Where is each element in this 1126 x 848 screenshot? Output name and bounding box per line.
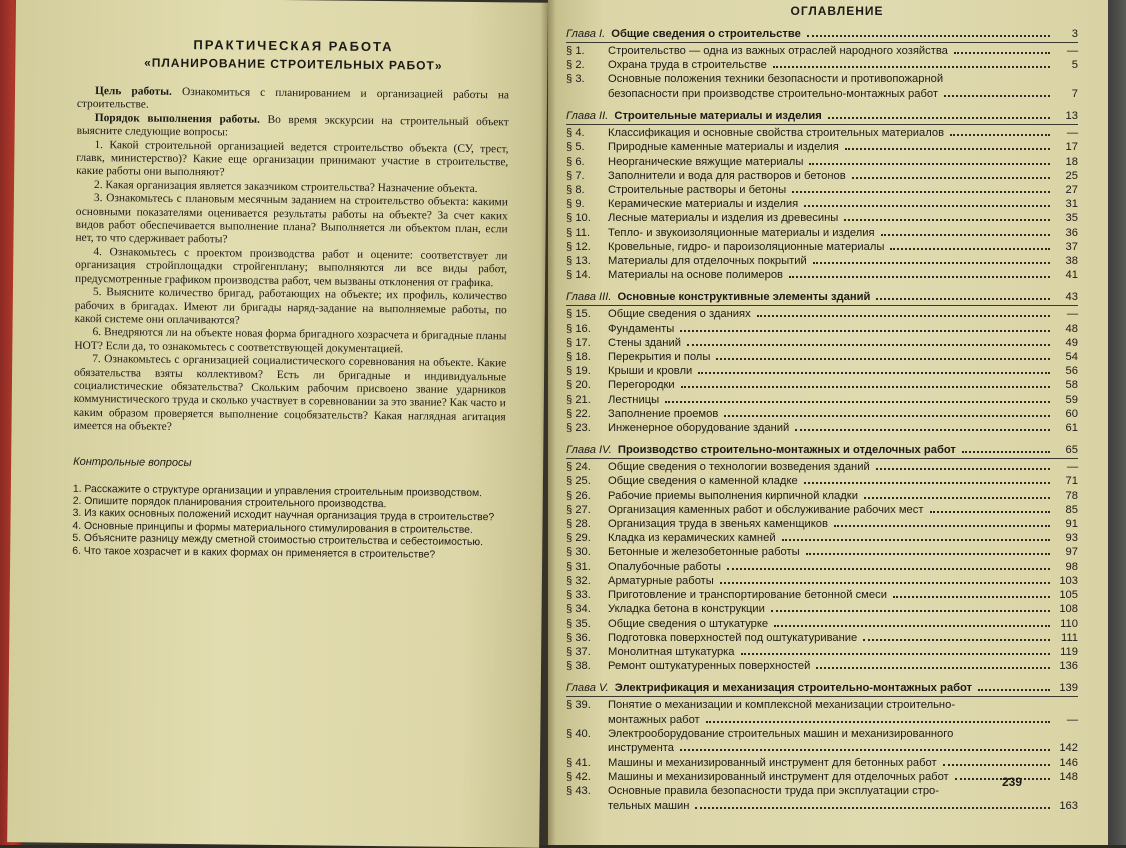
section-page: — bbox=[1066, 127, 1078, 140]
dot-leader bbox=[881, 234, 1050, 236]
dot-leader bbox=[852, 177, 1050, 179]
dot-leader bbox=[954, 52, 1050, 54]
section-page: 38 bbox=[1065, 255, 1078, 268]
section-page: 35 bbox=[1065, 212, 1078, 225]
toc-chapter-row bbox=[566, 110, 1078, 122]
toc-section-row bbox=[566, 756, 1078, 770]
chapter-rule bbox=[566, 42, 1078, 43]
section-page: 41 bbox=[1065, 269, 1078, 282]
section-number: § 5. bbox=[566, 141, 585, 154]
dot-leader bbox=[720, 582, 1050, 584]
toc-section-row bbox=[566, 631, 1078, 645]
dot-leader bbox=[978, 689, 1050, 691]
section-number: § 22. bbox=[566, 407, 591, 420]
toc-chapter-row bbox=[566, 682, 1078, 694]
toc-section-row bbox=[566, 393, 1078, 407]
section-number: § 16. bbox=[566, 322, 591, 335]
toc-section-row bbox=[566, 268, 1078, 282]
toc-section-row bbox=[566, 421, 1078, 435]
section-number: § 43. bbox=[566, 785, 591, 798]
step-paragraph: 4. Ознакомьтесь с проектом производства работ и оцените: соответствует ли организация стройплощадки стройгенплану; выполняются ли все виды работ, предусмотренные графиком производства работ, чем вызваны отклонения от графика. bbox=[75, 245, 508, 289]
section-page: 97 bbox=[1065, 546, 1078, 559]
section-title: Тепло- и звукоизоляционные материалы и изделия bbox=[608, 226, 875, 239]
section-title: Общие сведения о технологии возведения зданий bbox=[608, 461, 870, 474]
toc-section-row bbox=[566, 602, 1078, 616]
question-item: 4. Основные принципы и формы материального стимулирования в строительстве. bbox=[72, 520, 473, 536]
section-title: Материалы для отделочных покрытий bbox=[608, 255, 807, 268]
chapter-page: 139 bbox=[1059, 682, 1078, 695]
dot-leader bbox=[834, 525, 1050, 527]
section-title-continuation: монтажных работ bbox=[608, 713, 700, 726]
steps-list bbox=[73, 138, 508, 437]
page-number: 239 bbox=[1001, 775, 1022, 789]
section-title: Кровельные, гидро- и пароизоляционные материалы bbox=[608, 240, 885, 253]
section-title: Машины и механизированный инструмент для бетонных работ bbox=[608, 756, 937, 769]
section-number: § 30. bbox=[566, 546, 591, 559]
section-number: § 17. bbox=[566, 336, 591, 349]
toc-section-row bbox=[566, 727, 1078, 741]
section-title: Организация труда в звеньях каменщиков bbox=[608, 518, 828, 531]
toc-section-row bbox=[566, 560, 1078, 574]
section-title: Монолитная штукатурка bbox=[608, 645, 735, 658]
section-page: 136 bbox=[1059, 660, 1078, 673]
section-title: Охрана труда в строительстве bbox=[608, 59, 767, 72]
section-page: 85 bbox=[1065, 503, 1078, 516]
section-page: 31 bbox=[1065, 198, 1078, 211]
section-number: § 34. bbox=[566, 603, 591, 616]
dot-leader bbox=[806, 553, 1050, 555]
question-item: 2. Опишите порядок планирования строительного производства. bbox=[72, 495, 387, 511]
dot-leader bbox=[890, 248, 1050, 250]
dot-leader bbox=[944, 95, 1050, 97]
section-title: Заполнение проемов bbox=[608, 407, 719, 420]
section-number: § 13. bbox=[566, 255, 591, 268]
dot-leader bbox=[716, 358, 1050, 360]
chapter-page: 3 bbox=[1071, 28, 1078, 40]
section-title: Общие сведения о зданиях bbox=[608, 308, 751, 321]
section-number: § 9. bbox=[566, 198, 585, 211]
section-page: 61 bbox=[1065, 422, 1078, 435]
dot-leader bbox=[876, 298, 1050, 300]
toc-section-row bbox=[566, 183, 1078, 197]
toc-section-continuation-row bbox=[566, 713, 1078, 728]
section-page: 110 bbox=[1060, 617, 1078, 630]
section-page: — bbox=[1066, 308, 1078, 321]
section-page: 93 bbox=[1065, 532, 1078, 545]
section-title: Бетонные и железобетонные работы bbox=[608, 546, 800, 559]
section-page: 49 bbox=[1065, 336, 1078, 349]
section-title: Керамические материалы и изделия bbox=[608, 198, 799, 211]
section-title: Общие сведения о штукатурке bbox=[608, 617, 769, 630]
dot-leader bbox=[893, 596, 1050, 598]
section-title: Рабочие приемы выполнения кирпичной кладки bbox=[608, 489, 858, 502]
dot-leader bbox=[695, 807, 1050, 809]
section-number: § 33. bbox=[566, 589, 591, 602]
step-paragraph: 6. Внедряются ли на объекте новая форма бригадного хозрасчета и бригадные планы НОТ? Если да, то ознакомьтесь с соответствующей документацией. bbox=[74, 326, 507, 356]
dot-leader bbox=[773, 66, 1050, 68]
toc-section-row bbox=[566, 517, 1078, 531]
section-page: — bbox=[1066, 45, 1078, 57]
section-title: Классификация и основные свойства строительных материалов bbox=[608, 127, 945, 140]
section-page: 111 bbox=[1060, 631, 1078, 644]
section-number: § 1. bbox=[566, 45, 585, 57]
section-number: § 19. bbox=[566, 365, 591, 378]
section-title: Неорганические вяжущие материалы bbox=[608, 155, 804, 168]
toc-section-row bbox=[566, 350, 1078, 364]
question-item: 6. Что такое хозрасчет и в каких формах он применяется в строительстве? bbox=[72, 545, 436, 561]
toc-section-row bbox=[566, 407, 1078, 421]
section-title: Строительство — одна из важных отраслей народного хозяйства bbox=[608, 45, 948, 57]
section-title: Перекрытия и полы bbox=[608, 351, 711, 364]
section-page: 119 bbox=[1060, 645, 1078, 658]
left-page bbox=[7, 0, 548, 848]
toc-chapter-row bbox=[566, 291, 1078, 303]
section-page: 27 bbox=[1065, 184, 1078, 197]
book-cover-edge-right bbox=[1106, 0, 1126, 845]
dot-leader bbox=[665, 401, 1050, 403]
section-title: Фундаменты bbox=[608, 322, 675, 335]
section-page: 146 bbox=[1059, 756, 1078, 769]
practical-work-subtitle: «ПЛАНИРОВАНИЕ СТРОИТЕЛЬНЫХ РАБОТ» bbox=[144, 55, 443, 73]
section-number: § 41. bbox=[566, 756, 591, 769]
toc-section-row bbox=[566, 240, 1078, 254]
section-page: 48 bbox=[1065, 322, 1078, 335]
section-number: § 26. bbox=[566, 489, 591, 502]
section-number: § 28. bbox=[566, 518, 591, 531]
section-title: Заполнители и вода для растворов и бетонов bbox=[608, 169, 846, 182]
toc-section-row bbox=[566, 574, 1078, 588]
section-page: 98 bbox=[1065, 560, 1078, 573]
toc-section-row bbox=[566, 140, 1078, 154]
dot-leader bbox=[757, 315, 1050, 317]
section-number: § 11. bbox=[566, 226, 591, 239]
dot-leader bbox=[804, 482, 1050, 484]
dot-leader bbox=[804, 205, 1050, 207]
section-page: 105 bbox=[1059, 589, 1078, 602]
chapter-rule bbox=[566, 458, 1078, 459]
step-paragraph: 7. Ознакомьтесь с организацией социалистического соревнования на объекте. Какие обязательства взяты коллективом? Есть ли бригадные и индивидуальные социалистические обязательства? Скольким рабочим присвоено звание ударников коммунистического труда и сколько участвует в соревновании за это звание? Как часто и каким образом проверяется выполнение соцобязательств? Какая наглядная агитация имеется на объекте? bbox=[73, 353, 507, 434]
section-number: § 40. bbox=[566, 728, 591, 741]
goal-text: Ознакомиться с планированием и организацией работы на строительстве. bbox=[76, 85, 510, 112]
section-page: 36 bbox=[1065, 226, 1078, 239]
section-number: § 21. bbox=[566, 393, 591, 406]
chapter-title: Строительные материалы и изделия bbox=[614, 110, 822, 123]
step-paragraph: 1. Какой строительной организацией ведется строительство объекта (СУ, трест, главк, министерство)? Какие еще организации принимают участие в строительстве, какие работы они выполняют? bbox=[76, 138, 509, 179]
toc-section-row bbox=[566, 169, 1078, 183]
dot-leader bbox=[795, 429, 1050, 431]
section-title: Лестницы bbox=[608, 393, 660, 406]
step-paragraph: 2. Какая организация является заказчиком строительства? Назначение объекта. bbox=[93, 178, 478, 195]
section-title: Укладка бетона в конструкции bbox=[608, 603, 765, 616]
toc-section-row bbox=[566, 211, 1078, 225]
dot-leader bbox=[680, 330, 1050, 332]
chapter-label: Глава I. bbox=[566, 28, 606, 40]
section-page: 37 bbox=[1065, 240, 1078, 253]
dot-leader bbox=[687, 344, 1050, 346]
chapter-label: Глава IV. bbox=[566, 444, 612, 457]
chapter-rule bbox=[566, 305, 1078, 306]
toc-section-continuation-row bbox=[566, 87, 1078, 102]
section-title: Строительные растворы и бетоны bbox=[608, 184, 787, 197]
toc-section-row bbox=[566, 364, 1078, 378]
section-number: § 29. bbox=[566, 532, 591, 545]
toc-section-row bbox=[566, 307, 1078, 321]
section-title: Кладка из керамических камней bbox=[608, 532, 776, 545]
dot-leader bbox=[943, 764, 1050, 766]
chapter-title: Основные конструктивные элементы зданий bbox=[617, 291, 871, 304]
toc-section-row bbox=[566, 126, 1078, 140]
section-number: § 20. bbox=[566, 379, 591, 392]
section-title: Арматурные работы bbox=[608, 574, 714, 587]
dot-leader bbox=[844, 219, 1050, 221]
section-title: Перегородки bbox=[608, 379, 675, 392]
section-number: § 8. bbox=[566, 184, 585, 197]
section-title: Общие сведения о каменной кладке bbox=[608, 475, 798, 488]
toc-section-row bbox=[566, 322, 1078, 336]
toc-section-row bbox=[566, 617, 1078, 631]
toc-section-row bbox=[566, 698, 1078, 712]
dot-leader bbox=[876, 468, 1050, 470]
section-title: Понятие о механизации и комплексной механизации строительно- bbox=[608, 699, 956, 712]
dot-leader bbox=[792, 191, 1050, 193]
toc-section-row bbox=[566, 378, 1078, 392]
section-number: § 25. bbox=[566, 475, 591, 488]
right-page bbox=[548, 0, 1108, 845]
section-page: 78 bbox=[1065, 489, 1078, 502]
toc-section-row bbox=[566, 531, 1078, 545]
section-page: 103 bbox=[1059, 574, 1078, 587]
section-page: 148 bbox=[1059, 771, 1078, 784]
section-page: 142 bbox=[1059, 742, 1078, 755]
toc-section-row bbox=[566, 197, 1078, 211]
questions-list bbox=[72, 483, 505, 562]
step-paragraph: 3. Ознакомьтесь с плановым месячным заданием на строительство объекта: какими основными показателями оценивается результаты работы на объекте? За счет каких видов работ обеспечивается выполнение плана? Выполняется ли объектом план, если нет, то что сдерживает работы? bbox=[75, 192, 508, 246]
question-item: 5. Объясните разницу между сметной стоимостью строительства и себестоимостью. bbox=[72, 533, 484, 549]
section-title: Материалы на основе полимеров bbox=[608, 269, 783, 282]
section-title-continuation: тельных машин bbox=[608, 799, 690, 812]
table-of-contents bbox=[566, 28, 1078, 813]
section-number: § 37. bbox=[566, 645, 591, 658]
section-number: § 14. bbox=[566, 269, 591, 282]
toc-section-row bbox=[566, 503, 1078, 517]
dot-leader bbox=[771, 610, 1050, 612]
dot-leader bbox=[816, 667, 1050, 669]
section-page: 163 bbox=[1059, 799, 1078, 812]
section-title: Подготовка поверхностей под оштукатуривание bbox=[608, 631, 858, 644]
toc-section-row bbox=[566, 588, 1078, 602]
chapter-title: Общие сведения о строительстве bbox=[611, 28, 801, 40]
dot-leader bbox=[807, 35, 1050, 37]
toc-chapter-row bbox=[566, 444, 1078, 456]
toc-section-row bbox=[566, 72, 1078, 86]
section-number: § 39. bbox=[566, 699, 591, 712]
section-number: § 24. bbox=[566, 461, 591, 474]
section-number: § 35. bbox=[566, 617, 591, 630]
section-page: 56 bbox=[1065, 365, 1078, 378]
toc-section-row bbox=[566, 155, 1078, 169]
section-page: 60 bbox=[1065, 407, 1078, 420]
section-title: Природные каменные материалы и изделия bbox=[608, 141, 839, 154]
questions-heading: Контрольные вопросы bbox=[73, 455, 192, 469]
section-page: 59 bbox=[1065, 393, 1078, 406]
section-title: Лесные материалы и изделия из древесины bbox=[608, 212, 839, 225]
section-title: Машины и механизированный инструмент для отделочных работ bbox=[608, 771, 949, 784]
toc-section-row bbox=[566, 44, 1078, 58]
dot-leader bbox=[864, 497, 1050, 499]
section-title: Ремонт оштукатуренных поверхностей bbox=[608, 660, 811, 673]
section-title-continuation: инструмента bbox=[608, 742, 675, 755]
chapter-page: 65 bbox=[1065, 444, 1078, 457]
section-number: § 2. bbox=[566, 59, 585, 72]
dot-leader bbox=[706, 721, 1050, 723]
section-page: 71 bbox=[1065, 475, 1078, 488]
toc-chapter-row bbox=[566, 28, 1078, 40]
toc-section-row bbox=[566, 226, 1078, 240]
section-page: 54 bbox=[1065, 351, 1078, 364]
toc-section-row bbox=[566, 336, 1078, 350]
dot-leader bbox=[774, 625, 1050, 627]
section-title: Инженерное оборудование зданий bbox=[608, 422, 790, 435]
chapter-page: 43 bbox=[1065, 291, 1078, 304]
section-number: § 6. bbox=[566, 155, 585, 168]
section-number: § 32. bbox=[566, 574, 591, 587]
dot-leader bbox=[962, 451, 1050, 453]
section-page: 7 bbox=[1071, 87, 1078, 100]
dot-leader bbox=[727, 568, 1050, 570]
section-number: § 38. bbox=[566, 660, 591, 673]
section-title: Крыши и кровли bbox=[608, 365, 693, 378]
section-number: § 12. bbox=[566, 240, 591, 253]
section-title: Основные положения техники безопасности и противопожарной bbox=[608, 73, 944, 86]
dot-leader bbox=[950, 134, 1050, 136]
section-page: 5 bbox=[1071, 59, 1078, 72]
section-title: Основные правила безопасности труда при эксплуатации стро- bbox=[608, 785, 939, 798]
dot-leader bbox=[789, 276, 1050, 278]
section-title: Организация каменных работ и обслуживание рабочих мест bbox=[608, 503, 924, 516]
toc-section-row bbox=[566, 474, 1078, 488]
section-page: 18 bbox=[1065, 155, 1078, 168]
dot-leader bbox=[741, 653, 1050, 655]
section-number: § 15. bbox=[566, 308, 591, 321]
chapter-page: 13 bbox=[1065, 110, 1078, 123]
section-title: Электрооборудование строительных машин и механизированного bbox=[608, 728, 954, 741]
dot-leader bbox=[828, 117, 1050, 119]
dot-leader bbox=[698, 372, 1050, 374]
section-title: Опалубочные работы bbox=[608, 560, 721, 573]
step-paragraph: 5. Выясните количество бригад, работающих на объекте; их профиль, количество рабочих в бригадах. Имеют ли бригады наряд-задание на выполняемые работы, по какой системе они оплачиваются? bbox=[74, 286, 507, 327]
section-page: 91 bbox=[1065, 518, 1078, 531]
dot-leader bbox=[724, 415, 1050, 417]
section-number: § 27. bbox=[566, 503, 591, 516]
question-item: 1. Расскажите о структуре организации и управления строительным производством. bbox=[72, 483, 483, 499]
chapter-label: Глава III. bbox=[566, 291, 612, 304]
section-number: § 4. bbox=[566, 127, 585, 140]
toc-section-continuation-row bbox=[566, 741, 1078, 756]
section-page: 58 bbox=[1065, 379, 1078, 392]
chapter-rule bbox=[566, 124, 1078, 125]
toc-section-row bbox=[566, 545, 1078, 559]
toc-section-row bbox=[566, 645, 1078, 659]
question-item: 3. Из каких основных положений исходит научная организация труда в строительстве? bbox=[72, 508, 495, 524]
section-number: § 3. bbox=[566, 73, 585, 86]
chapter-title: Электрификация и механизация строительно-монтажных работ bbox=[614, 682, 973, 695]
order-paragraph bbox=[77, 112, 509, 143]
practical-work-title: ПРАКТИЧЕСКАЯ РАБОТА bbox=[193, 37, 394, 55]
section-number: § 18. bbox=[566, 351, 591, 364]
order-label: Порядок выполнения работы. bbox=[94, 111, 260, 126]
dot-leader bbox=[863, 639, 1050, 641]
dot-leader bbox=[782, 539, 1050, 541]
section-page: 17 bbox=[1065, 141, 1078, 154]
chapter-label: Глава V. bbox=[566, 682, 609, 695]
section-number: § 31. bbox=[566, 560, 591, 573]
chapter-title: Производство строительно-монтажных и отделочных работ bbox=[617, 444, 956, 457]
toc-section-row bbox=[566, 659, 1078, 673]
section-number: § 36. bbox=[566, 631, 591, 644]
dot-leader bbox=[930, 511, 1051, 513]
section-page: — bbox=[1066, 713, 1078, 726]
section-page: 25 bbox=[1065, 169, 1078, 182]
dot-leader bbox=[680, 749, 1050, 751]
section-number: § 23. bbox=[566, 422, 591, 435]
section-title: Стены зданий bbox=[608, 336, 681, 349]
dot-leader bbox=[809, 163, 1050, 165]
chapter-label: Глава II. bbox=[566, 110, 609, 123]
section-page: 108 bbox=[1059, 603, 1078, 616]
section-title: Приготовление и транспортирование бетонной смеси bbox=[608, 589, 887, 602]
goal-label: Цель работы. bbox=[94, 85, 172, 98]
section-number: § 10. bbox=[566, 212, 591, 225]
toc-section-continuation-row bbox=[566, 799, 1078, 814]
section-title-continuation: безопасности при производстве строительно-монтажных работ bbox=[608, 87, 938, 100]
dot-leader bbox=[845, 148, 1050, 150]
chapter-rule bbox=[566, 696, 1078, 697]
order-text: Во время экскурсии на строительный объект выясните следующие вопросы: bbox=[76, 113, 509, 139]
toc-section-row bbox=[566, 254, 1078, 268]
dot-leader bbox=[813, 262, 1050, 264]
toc-section-row bbox=[566, 489, 1078, 503]
toc-section-row bbox=[566, 460, 1078, 474]
toc-section-row bbox=[566, 58, 1078, 72]
section-page: — bbox=[1066, 461, 1078, 474]
section-number: § 42. bbox=[566, 771, 591, 784]
dot-leader bbox=[681, 386, 1050, 388]
toc-heading: ОГЛАВЛЕНИЕ bbox=[790, 4, 884, 18]
section-number: § 7. bbox=[566, 169, 585, 182]
